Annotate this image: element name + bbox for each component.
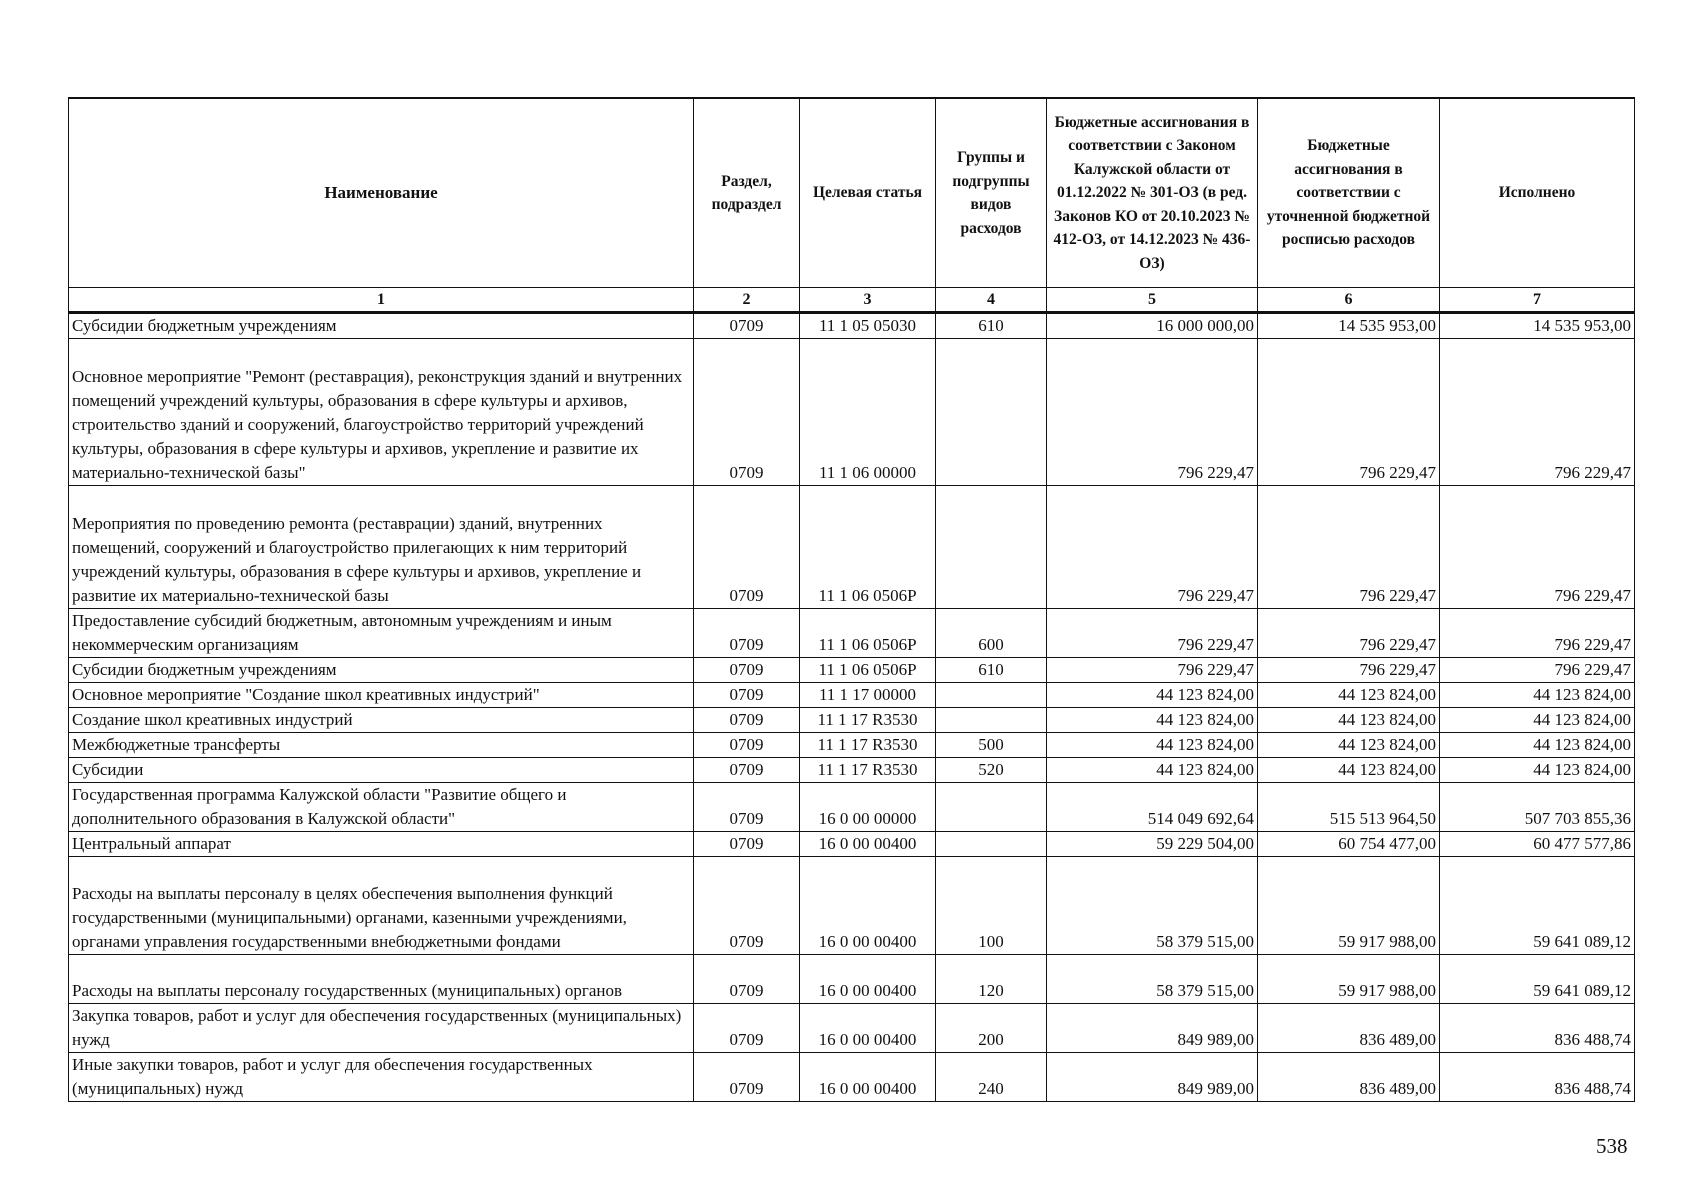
row-section: 0709 bbox=[694, 609, 800, 658]
row-target: 11 1 06 0506Р bbox=[800, 486, 936, 609]
row-law-amount: 796 229,47 bbox=[1047, 486, 1258, 609]
row-name: Межбюджетные трансферты bbox=[69, 733, 694, 758]
row-target: 11 1 05 05030 bbox=[800, 313, 936, 339]
row-group: 610 bbox=[936, 313, 1047, 339]
row-law-amount: 514 049 692,64 bbox=[1047, 783, 1258, 832]
column-number: 5 bbox=[1047, 288, 1258, 313]
header-section: Раздел, подраздел bbox=[694, 98, 800, 288]
row-executed-amount: 44 123 824,00 bbox=[1440, 708, 1635, 733]
row-refined-amount: 796 229,47 bbox=[1258, 658, 1440, 683]
header-name: Наименование bbox=[69, 98, 694, 288]
table-row bbox=[69, 658, 1635, 683]
table-row bbox=[69, 683, 1635, 708]
row-target: 11 1 06 0506Р bbox=[800, 609, 936, 658]
row-refined-amount: 836 489,00 bbox=[1258, 1053, 1440, 1102]
row-law-amount: 58 379 515,00 bbox=[1047, 955, 1258, 1004]
row-section: 0709 bbox=[694, 832, 800, 857]
row-group: 240 bbox=[936, 1053, 1047, 1102]
row-executed-amount: 796 229,47 bbox=[1440, 658, 1635, 683]
row-target: 16 0 00 00400 bbox=[800, 955, 936, 1004]
row-target: 16 0 00 00400 bbox=[800, 857, 936, 955]
row-executed-amount: 507 703 855,36 bbox=[1440, 783, 1635, 832]
row-group: 500 bbox=[936, 733, 1047, 758]
table-row bbox=[69, 758, 1635, 783]
row-refined-amount: 796 229,47 bbox=[1258, 339, 1440, 486]
row-name: Иные закупки товаров, работ и услуг для обеспечения государственных (муниципальных) нужд bbox=[69, 1053, 694, 1102]
row-name: Закупка товаров, работ и услуг для обеспечения государственных (муниципальных) нужд bbox=[69, 1004, 694, 1053]
row-target: 11 1 17 R3530 bbox=[800, 733, 936, 758]
row-law-amount: 16 000 000,00 bbox=[1047, 313, 1258, 339]
table-row bbox=[69, 955, 1635, 1004]
table-row bbox=[69, 783, 1635, 832]
row-name: Основное мероприятие "Создание школ креативных индустрий" bbox=[69, 683, 694, 708]
row-refined-amount: 796 229,47 bbox=[1258, 609, 1440, 658]
row-law-amount: 44 123 824,00 bbox=[1047, 708, 1258, 733]
row-refined-amount: 515 513 964,50 bbox=[1258, 783, 1440, 832]
row-law-amount: 796 229,47 bbox=[1047, 339, 1258, 486]
row-section: 0709 bbox=[694, 486, 800, 609]
row-refined-amount: 796 229,47 bbox=[1258, 486, 1440, 609]
row-executed-amount: 44 123 824,00 bbox=[1440, 683, 1635, 708]
row-executed-amount: 796 229,47 bbox=[1440, 339, 1635, 486]
row-section: 0709 bbox=[694, 658, 800, 683]
row-target: 16 0 00 00400 bbox=[800, 1004, 936, 1053]
table-row bbox=[69, 313, 1635, 339]
row-section: 0709 bbox=[694, 1053, 800, 1102]
row-target: 16 0 00 00400 bbox=[800, 1053, 936, 1102]
row-executed-amount: 14 535 953,00 bbox=[1440, 313, 1635, 339]
header-row bbox=[69, 98, 1635, 288]
row-section: 0709 bbox=[694, 1004, 800, 1053]
row-name: Государственная программа Калужской области "Развитие общего и дополнительного образования в Калужской области" bbox=[69, 783, 694, 832]
row-law-amount: 58 379 515,00 bbox=[1047, 857, 1258, 955]
row-executed-amount: 836 488,74 bbox=[1440, 1053, 1635, 1102]
row-group: 120 bbox=[936, 955, 1047, 1004]
row-refined-amount: 44 123 824,00 bbox=[1258, 708, 1440, 733]
row-refined-amount: 44 123 824,00 bbox=[1258, 683, 1440, 708]
row-executed-amount: 796 229,47 bbox=[1440, 486, 1635, 609]
row-refined-amount: 14 535 953,00 bbox=[1258, 313, 1440, 339]
row-law-amount: 849 989,00 bbox=[1047, 1004, 1258, 1053]
row-section: 0709 bbox=[694, 955, 800, 1004]
row-refined-amount: 44 123 824,00 bbox=[1258, 733, 1440, 758]
row-target: 11 1 17 R3530 bbox=[800, 708, 936, 733]
row-name: Предоставление субсидий бюджетным, автономным учреждениям и иным некоммерческим организациям bbox=[69, 609, 694, 658]
row-target: 16 0 00 00000 bbox=[800, 783, 936, 832]
row-group: 100 bbox=[936, 857, 1047, 955]
table-row bbox=[69, 486, 1635, 609]
row-refined-amount: 59 917 988,00 bbox=[1258, 955, 1440, 1004]
row-group bbox=[936, 708, 1047, 733]
row-name: Расходы на выплаты персоналу государственных (муниципальных) органов bbox=[69, 955, 694, 1004]
table-row bbox=[69, 733, 1635, 758]
row-group: 610 bbox=[936, 658, 1047, 683]
header-target: Целевая статья bbox=[800, 98, 936, 288]
row-name: Расходы на выплаты персоналу в целях обеспечения выполнения функций государственными (муниципальными) органами, казенными учреждениями, органами управления государственными внебюджетными фондами bbox=[69, 857, 694, 955]
row-executed-amount: 59 641 089,12 bbox=[1440, 857, 1635, 955]
column-number: 2 bbox=[694, 288, 800, 313]
row-executed-amount: 836 488,74 bbox=[1440, 1004, 1635, 1053]
table-row bbox=[69, 708, 1635, 733]
row-target: 11 1 06 00000 bbox=[800, 339, 936, 486]
row-executed-amount: 796 229,47 bbox=[1440, 609, 1635, 658]
row-group: 520 bbox=[936, 758, 1047, 783]
row-refined-amount: 60 754 477,00 bbox=[1258, 832, 1440, 857]
row-group: 200 bbox=[936, 1004, 1047, 1053]
row-name: Центральный аппарат bbox=[69, 832, 694, 857]
row-refined-amount: 836 489,00 bbox=[1258, 1004, 1440, 1053]
row-law-amount: 796 229,47 bbox=[1047, 658, 1258, 683]
column-number: 6 bbox=[1258, 288, 1440, 313]
column-number: 4 bbox=[936, 288, 1047, 313]
row-group bbox=[936, 683, 1047, 708]
header-executed: Исполнено bbox=[1440, 98, 1635, 288]
row-name: Создание школ креативных индустрий bbox=[69, 708, 694, 733]
row-law-amount: 44 123 824,00 bbox=[1047, 758, 1258, 783]
row-refined-amount: 44 123 824,00 bbox=[1258, 758, 1440, 783]
header-refined: Бюджетные ассигнования в соответствии с уточненной бюджетной росписью расходов bbox=[1258, 98, 1440, 288]
row-law-amount: 44 123 824,00 bbox=[1047, 733, 1258, 758]
row-target: 16 0 00 00400 bbox=[800, 832, 936, 857]
budget-table bbox=[68, 97, 1635, 1102]
row-group bbox=[936, 783, 1047, 832]
row-executed-amount: 44 123 824,00 bbox=[1440, 758, 1635, 783]
table-row bbox=[69, 339, 1635, 486]
row-section: 0709 bbox=[694, 708, 800, 733]
row-law-amount: 59 229 504,00 bbox=[1047, 832, 1258, 857]
row-executed-amount: 44 123 824,00 bbox=[1440, 733, 1635, 758]
column-number: 1 bbox=[69, 288, 694, 313]
row-group bbox=[936, 339, 1047, 486]
column-number: 7 bbox=[1440, 288, 1635, 313]
table-row bbox=[69, 1053, 1635, 1102]
row-name: Субсидии бюджетным учреждениям bbox=[69, 313, 694, 339]
row-target: 11 1 06 0506Р bbox=[800, 658, 936, 683]
row-name: Субсидии bbox=[69, 758, 694, 783]
row-section: 0709 bbox=[694, 313, 800, 339]
header-groups: Группы и подгруппы видов расходов bbox=[936, 98, 1047, 288]
row-name: Мероприятия по проведению ремонта (реставрации) зданий, внутренних помещений, сооружений и благоустройство прилегающих к ним территорий учреждений культуры, образования в сфере культуры и архивов, укрепление и развитие их материально-технической базы bbox=[69, 486, 694, 609]
table-row bbox=[69, 832, 1635, 857]
row-group bbox=[936, 486, 1047, 609]
row-group bbox=[936, 832, 1047, 857]
row-executed-amount: 60 477 577,86 bbox=[1440, 832, 1635, 857]
row-section: 0709 bbox=[694, 683, 800, 708]
row-section: 0709 bbox=[694, 758, 800, 783]
column-number: 3 bbox=[800, 288, 936, 313]
row-section: 0709 bbox=[694, 783, 800, 832]
row-law-amount: 44 123 824,00 bbox=[1047, 683, 1258, 708]
row-name: Субсидии бюджетным учреждениям bbox=[69, 658, 694, 683]
row-target: 11 1 17 00000 bbox=[800, 683, 936, 708]
header-law: Бюджетные ассигнования в соответствии с Законом Калужской области от 01.12.2022 № 301-ОЗ (в ред. Законов КО от 20.10.2023 № 412-ОЗ, от 14.12.2023 № 436-ОЗ) bbox=[1047, 98, 1258, 288]
column-number-row bbox=[69, 288, 1635, 313]
page-number: 538 bbox=[1596, 1134, 1628, 1158]
row-group: 600 bbox=[936, 609, 1047, 658]
row-name: Основное мероприятие "Ремонт (реставрация), реконструкция зданий и внутренних помещений учреждений культуры, образования в сфере культуры и архивов, строительство зданий и сооружений, благоустройство территорий учреждений культуры, образования в сфере культуры и архивов, укрепление и развитие их материально-технической базы" bbox=[69, 339, 694, 486]
row-section: 0709 bbox=[694, 339, 800, 486]
row-section: 0709 bbox=[694, 857, 800, 955]
table-row bbox=[69, 609, 1635, 658]
table-row bbox=[69, 1004, 1635, 1053]
row-executed-amount: 59 641 089,12 bbox=[1440, 955, 1635, 1004]
row-law-amount: 849 989,00 bbox=[1047, 1053, 1258, 1102]
row-section: 0709 bbox=[694, 733, 800, 758]
row-target: 11 1 17 R3530 bbox=[800, 758, 936, 783]
row-refined-amount: 59 917 988,00 bbox=[1258, 857, 1440, 955]
table-row bbox=[69, 857, 1635, 955]
row-law-amount: 796 229,47 bbox=[1047, 609, 1258, 658]
